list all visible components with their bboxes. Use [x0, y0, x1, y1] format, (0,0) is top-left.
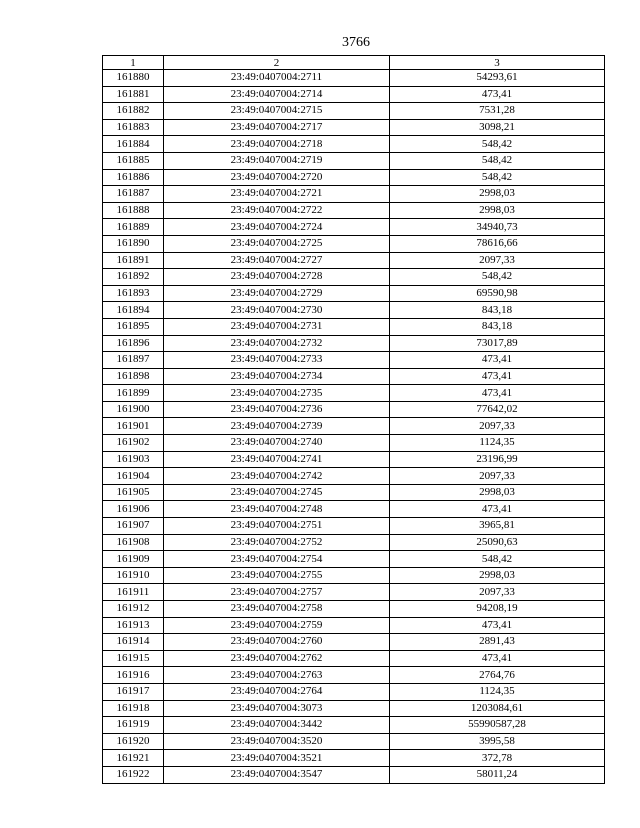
value-cell: 473,41 [390, 352, 605, 369]
table-row [103, 717, 605, 734]
cadastral-number-cell: 23:49:0407004:2764 [164, 683, 390, 700]
row-number-cell: 161884 [103, 136, 164, 153]
value-cell: 548,42 [390, 269, 605, 286]
cadastral-number-cell: 23:49:0407004:2751 [164, 518, 390, 535]
cadastral-number-cell: 23:49:0407004:2740 [164, 435, 390, 452]
table-row [103, 451, 605, 468]
value-cell: 69590,98 [390, 285, 605, 302]
table-row [103, 86, 605, 103]
value-cell: 1124,35 [390, 683, 605, 700]
cadastral-number-cell: 23:49:0407004:2760 [164, 634, 390, 651]
value-cell: 2097,33 [390, 252, 605, 269]
column-header-1: 1 [103, 56, 164, 70]
value-cell: 73017,89 [390, 335, 605, 352]
row-number-cell: 161891 [103, 252, 164, 269]
value-cell: 2764,76 [390, 667, 605, 684]
table-row [103, 518, 605, 535]
row-number-cell: 161893 [103, 285, 164, 302]
value-cell: 548,42 [390, 169, 605, 186]
table-row [103, 202, 605, 219]
table-row [103, 501, 605, 518]
table-row [103, 136, 605, 153]
row-number-cell: 161909 [103, 551, 164, 568]
cadastral-number-cell: 23:49:0407004:2728 [164, 269, 390, 286]
row-number-cell: 161896 [103, 335, 164, 352]
cadastral-number-cell: 23:49:0407004:2721 [164, 186, 390, 203]
table-row [103, 601, 605, 618]
table-row [103, 368, 605, 385]
value-cell: 78616,66 [390, 235, 605, 252]
value-cell: 548,42 [390, 551, 605, 568]
table-row [103, 766, 605, 783]
cadastral-number-cell: 23:49:0407004:2730 [164, 302, 390, 319]
cadastral-number-cell: 23:49:0407004:2763 [164, 667, 390, 684]
value-cell: 473,41 [390, 385, 605, 402]
cadastral-number-cell: 23:49:0407004:3521 [164, 750, 390, 767]
row-number-cell: 161899 [103, 385, 164, 402]
value-cell: 23196,99 [390, 451, 605, 468]
value-cell: 473,41 [390, 617, 605, 634]
cadastral-number-cell: 23:49:0407004:3073 [164, 700, 390, 717]
row-number-cell: 161922 [103, 766, 164, 783]
row-number-cell: 161914 [103, 634, 164, 651]
cadastral-number-cell: 23:49:0407004:2717 [164, 119, 390, 136]
table-row [103, 484, 605, 501]
table-row [103, 103, 605, 120]
table-row [103, 750, 605, 767]
page-number: 3766 [342, 35, 370, 50]
row-number-cell: 161897 [103, 352, 164, 369]
value-cell: 94208,19 [390, 601, 605, 618]
value-cell: 2891,43 [390, 634, 605, 651]
table-row [103, 252, 605, 269]
table-row [103, 385, 605, 402]
value-cell: 548,42 [390, 152, 605, 169]
row-number-cell: 161895 [103, 318, 164, 335]
cadastral-number-cell: 23:49:0407004:2711 [164, 70, 390, 87]
cadastral-number-cell: 23:49:0407004:3547 [164, 766, 390, 783]
row-number-cell: 161900 [103, 401, 164, 418]
value-cell: 2998,03 [390, 484, 605, 501]
value-cell: 2998,03 [390, 202, 605, 219]
table-row [103, 169, 605, 186]
table-row [103, 219, 605, 236]
cadastral-number-cell: 23:49:0407004:2722 [164, 202, 390, 219]
cadastral-number-cell: 23:49:0407004:2725 [164, 235, 390, 252]
cadastral-number-cell: 23:49:0407004:2754 [164, 551, 390, 568]
table-header-row [103, 56, 605, 70]
value-cell: 55990587,28 [390, 717, 605, 734]
value-cell: 2998,03 [390, 567, 605, 584]
table-row [103, 401, 605, 418]
row-number-cell: 161920 [103, 733, 164, 750]
cadastral-number-cell: 23:49:0407004:2731 [164, 318, 390, 335]
cadastral-number-cell: 23:49:0407004:3520 [164, 733, 390, 750]
table-row [103, 418, 605, 435]
cadastral-number-cell: 23:49:0407004:2727 [164, 252, 390, 269]
cadastral-number-cell: 23:49:0407004:2739 [164, 418, 390, 435]
table-row [103, 285, 605, 302]
cadastral-number-cell: 23:49:0407004:2719 [164, 152, 390, 169]
row-number-cell: 161908 [103, 534, 164, 551]
cadastral-number-cell: 23:49:0407004:2755 [164, 567, 390, 584]
table-row [103, 435, 605, 452]
table-row [103, 650, 605, 667]
value-cell: 843,18 [390, 302, 605, 319]
row-number-cell: 161913 [103, 617, 164, 634]
row-number-cell: 161921 [103, 750, 164, 767]
value-cell: 77642,02 [390, 401, 605, 418]
table-row [103, 700, 605, 717]
row-number-cell: 161898 [103, 368, 164, 385]
cadastral-number-cell: 23:49:0407004:2759 [164, 617, 390, 634]
row-number-cell: 161917 [103, 683, 164, 700]
value-cell: 1124,35 [390, 435, 605, 452]
value-cell: 3995,58 [390, 733, 605, 750]
cadastral-number-cell: 23:49:0407004:2732 [164, 335, 390, 352]
value-cell: 473,41 [390, 368, 605, 385]
column-header-2: 2 [164, 56, 390, 70]
cadastral-number-cell: 23:49:0407004:2757 [164, 584, 390, 601]
table-row [103, 352, 605, 369]
value-cell: 372,78 [390, 750, 605, 767]
table-row [103, 617, 605, 634]
row-number-cell: 161910 [103, 567, 164, 584]
cadastral-number-cell: 23:49:0407004:2720 [164, 169, 390, 186]
cadastral-number-cell: 23:49:0407004:2715 [164, 103, 390, 120]
cadastral-number-cell: 23:49:0407004:2752 [164, 534, 390, 551]
value-cell: 34940,73 [390, 219, 605, 236]
row-number-cell: 161888 [103, 202, 164, 219]
table-row [103, 119, 605, 136]
cadastral-number-cell: 23:49:0407004:3442 [164, 717, 390, 734]
value-cell: 548,42 [390, 136, 605, 153]
table-row [103, 683, 605, 700]
cadastral-number-cell: 23:49:0407004:2724 [164, 219, 390, 236]
row-number-cell: 161889 [103, 219, 164, 236]
row-number-cell: 161918 [103, 700, 164, 717]
table-row [103, 567, 605, 584]
value-cell: 54293,61 [390, 70, 605, 87]
value-cell: 25090,63 [390, 534, 605, 551]
row-number-cell: 161883 [103, 119, 164, 136]
row-number-cell: 161906 [103, 501, 164, 518]
value-cell: 473,41 [390, 86, 605, 103]
value-cell: 3965,81 [390, 518, 605, 535]
cadastral-number-cell: 23:49:0407004:2742 [164, 468, 390, 485]
cadastral-number-cell: 23:49:0407004:2735 [164, 385, 390, 402]
table-row [103, 468, 605, 485]
row-number-cell: 161880 [103, 70, 164, 87]
value-cell: 2998,03 [390, 186, 605, 203]
column-header-3: 3 [390, 56, 605, 70]
table-row [103, 70, 605, 87]
table-row [103, 584, 605, 601]
row-number-cell: 161901 [103, 418, 164, 435]
value-cell: 1203084,61 [390, 700, 605, 717]
table-row [103, 534, 605, 551]
cadastral-number-cell: 23:49:0407004:2714 [164, 86, 390, 103]
table-row [103, 186, 605, 203]
row-number-cell: 161881 [103, 86, 164, 103]
table-row [103, 235, 605, 252]
table-row [103, 302, 605, 319]
row-number-cell: 161904 [103, 468, 164, 485]
cadastral-number-cell: 23:49:0407004:2758 [164, 601, 390, 618]
table-row [103, 318, 605, 335]
value-cell: 7531,28 [390, 103, 605, 120]
table-row [103, 551, 605, 568]
row-number-cell: 161886 [103, 169, 164, 186]
value-cell: 58011,24 [390, 766, 605, 783]
row-number-cell: 161882 [103, 103, 164, 120]
cadastral-number-cell: 23:49:0407004:2718 [164, 136, 390, 153]
cadastral-number-cell: 23:49:0407004:2736 [164, 401, 390, 418]
value-cell: 473,41 [390, 650, 605, 667]
value-cell: 2097,33 [390, 418, 605, 435]
cadastral-number-cell: 23:49:0407004:2748 [164, 501, 390, 518]
table-body [103, 70, 605, 784]
row-number-cell: 161894 [103, 302, 164, 319]
row-number-cell: 161892 [103, 269, 164, 286]
value-cell: 2097,33 [390, 468, 605, 485]
value-cell: 3098,21 [390, 119, 605, 136]
cadastral-number-cell: 23:49:0407004:2741 [164, 451, 390, 468]
row-number-cell: 161887 [103, 186, 164, 203]
row-number-cell: 161907 [103, 518, 164, 535]
table-row [103, 335, 605, 352]
row-number-cell: 161902 [103, 435, 164, 452]
table-row [103, 152, 605, 169]
table-row [103, 634, 605, 651]
row-number-cell: 161911 [103, 584, 164, 601]
row-number-cell: 161890 [103, 235, 164, 252]
row-number-cell: 161903 [103, 451, 164, 468]
cadastral-number-cell: 23:49:0407004:2733 [164, 352, 390, 369]
row-number-cell: 161905 [103, 484, 164, 501]
row-number-cell: 161916 [103, 667, 164, 684]
value-cell: 2097,33 [390, 584, 605, 601]
value-cell: 473,41 [390, 501, 605, 518]
row-number-cell: 161912 [103, 601, 164, 618]
row-number-cell: 161919 [103, 717, 164, 734]
cadastral-number-cell: 23:49:0407004:2729 [164, 285, 390, 302]
table-row [103, 667, 605, 684]
table-row [103, 733, 605, 750]
cadastral-number-cell: 23:49:0407004:2734 [164, 368, 390, 385]
cadastral-number-cell: 23:49:0407004:2745 [164, 484, 390, 501]
row-number-cell: 161915 [103, 650, 164, 667]
row-number-cell: 161885 [103, 152, 164, 169]
table-row [103, 269, 605, 286]
cadastral-number-cell: 23:49:0407004:2762 [164, 650, 390, 667]
data-table [102, 55, 605, 784]
value-cell: 843,18 [390, 318, 605, 335]
